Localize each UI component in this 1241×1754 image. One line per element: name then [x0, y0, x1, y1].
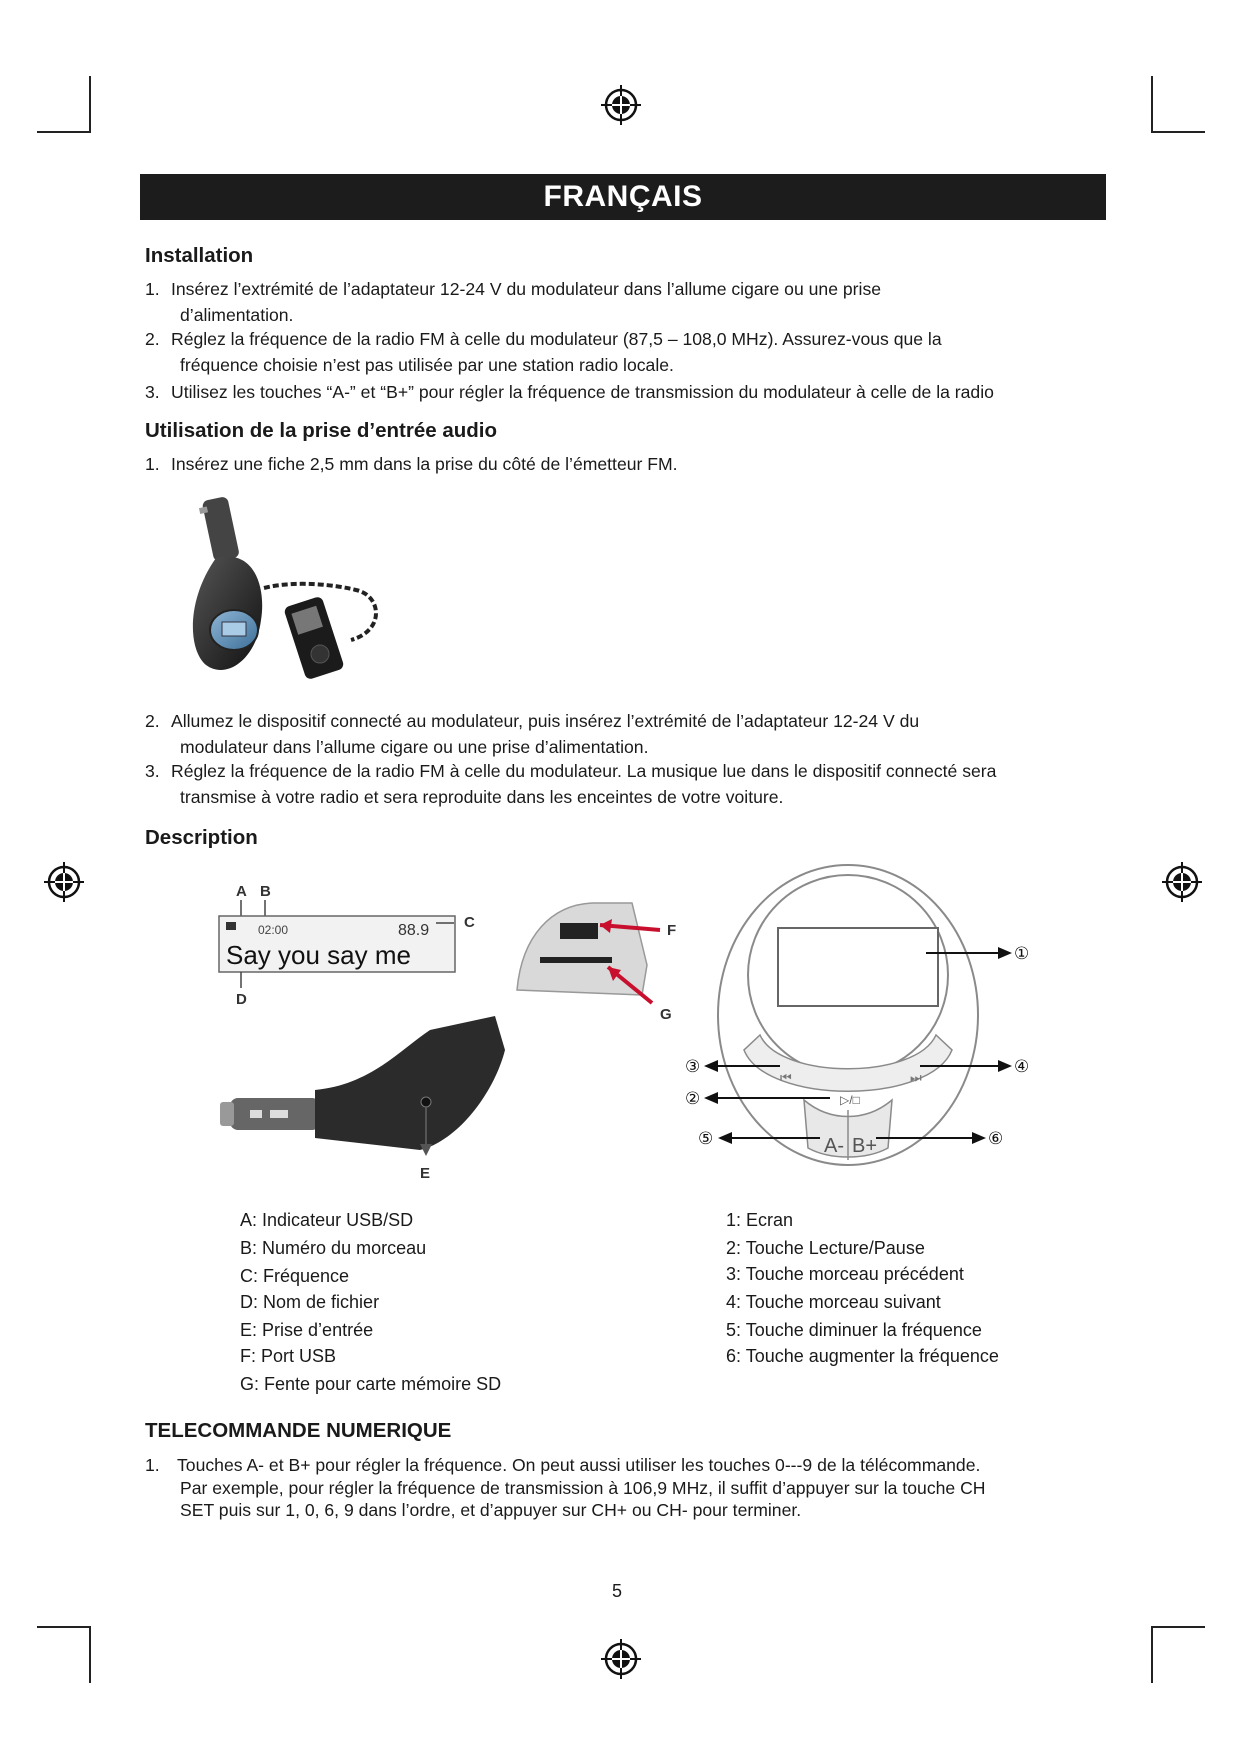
legend-label: Fréquence [263, 1266, 350, 1286]
step-number: 2. [145, 711, 160, 731]
lcd-filename: Say you say me [226, 940, 411, 970]
installation-step-1 [145, 277, 881, 302]
installation-step-3 [145, 380, 994, 405]
audio-step-2-cont: modulateur dans l’allume cigare ou une prise d’alimentation. [180, 737, 649, 757]
legend-label: Touche diminuer la fréquence [745, 1320, 982, 1340]
step-number: 3. [145, 761, 160, 781]
audio-step-1 [145, 452, 678, 477]
lcd-display-diagram [214, 878, 494, 1008]
legend-label: Touche Lecture/Pause [745, 1238, 925, 1258]
usb-sd-port-diagram [512, 895, 692, 1025]
prev-track-icon: ⏮ [780, 1070, 792, 1085]
step-number: 3. [145, 382, 160, 402]
audio-step-3 [145, 759, 996, 784]
legend-label: Touche morceau suivant [745, 1292, 941, 1312]
fm-transmitter-photo [186, 490, 426, 690]
legend-number-6 [726, 1346, 999, 1367]
audio-step-3-cont: transmise à votre radio et sera reproduite dans les enceintes de votre voiture. [180, 787, 784, 807]
step-text: Réglez la fréquence de la radio FM à celle du modulateur (87,5 – 108,0 MHz). Assurez-vous que la [171, 329, 942, 349]
legend-letter-a [240, 1210, 413, 1231]
installation-step-2 [145, 327, 942, 352]
audio-step-2 [145, 709, 919, 734]
legend-number-5 [726, 1320, 982, 1341]
legend-letter-d [240, 1292, 379, 1313]
legend-letter-c [240, 1266, 349, 1287]
lcd-frequency: 88.9 [398, 922, 430, 939]
crop-mark-bottom-left [37, 1626, 91, 1683]
callout-label-2: ② [685, 1089, 701, 1108]
step-text: Touches A- et B+ pour régler la fréquence. On peut aussi utiliser les touches 0---9 de la télécommande. [177, 1455, 981, 1475]
registration-mark-icon [1160, 860, 1204, 904]
callout-label-b: B [260, 883, 271, 900]
callout-label-a: A [236, 883, 247, 900]
legend-label: Port USB [261, 1346, 337, 1366]
transmitter-side-diagram [220, 1010, 520, 1185]
callout-label-c: C [464, 914, 475, 931]
legend-letter-e [240, 1320, 373, 1341]
legend-key: 5: [726, 1320, 742, 1340]
legend-label: Touche augmenter la fréquence [745, 1346, 999, 1366]
legend-number-2 [726, 1238, 925, 1259]
audio-input-heading: Utilisation de la prise d’entrée audio [145, 419, 497, 442]
legend-label: Ecran [746, 1210, 794, 1230]
legend-label: Fente pour carte mémoire SD [264, 1374, 502, 1394]
legend-number-4 [726, 1292, 941, 1313]
legend-key: G: [240, 1374, 260, 1394]
legend-key: A: [240, 1210, 258, 1230]
legend-number-3 [726, 1264, 964, 1285]
registration-mark-icon [599, 1637, 643, 1681]
legend-label: Touche morceau précédent [745, 1264, 964, 1284]
remote-step-1 [145, 1453, 980, 1478]
legend-label: Nom de fichier [263, 1292, 380, 1312]
callout-label-g: G [660, 1006, 672, 1023]
callout-label-d: D [236, 991, 247, 1008]
registration-mark-icon [599, 83, 643, 127]
legend-letter-g [240, 1374, 501, 1395]
step-text: Utilisez les touches “A-” et “B+” pour régler la fréquence de transmission du modulateur à celle de la radio [171, 382, 994, 402]
lcd-track-time: 02:00 [258, 923, 289, 937]
callout-label-5: ⑤ [698, 1129, 714, 1148]
step-number: 1. [145, 454, 160, 474]
legend-label: Prise d’entrée [262, 1320, 374, 1340]
legend-key: B: [240, 1238, 258, 1258]
crop-mark-bottom-right [1151, 1626, 1205, 1683]
next-track-icon: ⏭ [910, 1070, 922, 1085]
legend-key: 4: [726, 1292, 742, 1312]
remote-heading: TELECOMMANDE NUMERIQUE [145, 1419, 452, 1442]
remote-step-1-cont-1: Par exemple, pour régler la fréquence de transmission à 106,9 MHz, il suffit d’appuyer sur la touche CH [180, 1478, 986, 1498]
callout-label-f: F [667, 922, 677, 939]
step-text: Insérez une fiche 2,5 mm dans la prise du côté de l’émetteur FM. [171, 454, 678, 474]
legend-key: 1: [726, 1210, 742, 1230]
play-pause-icon: ▷/□ [840, 1093, 860, 1107]
front-panel-diagram [680, 860, 1040, 1180]
legend-letter-f [240, 1346, 336, 1367]
button-a-minus: A- [824, 1135, 844, 1157]
installation-heading: Installation [145, 244, 254, 267]
installation-step-1-cont: d’alimentation. [180, 305, 294, 325]
legend-key: 6: [726, 1346, 742, 1366]
legend-number-1 [726, 1210, 793, 1231]
description-heading: Description [145, 826, 258, 849]
button-b-plus: B+ [852, 1135, 878, 1157]
callout-label-1: ① [1014, 944, 1030, 963]
legend-letter-b [240, 1238, 426, 1259]
legend-key: E: [240, 1320, 258, 1340]
step-number: 1. [145, 1455, 160, 1475]
page-number: 5 [612, 1581, 623, 1601]
crop-mark-top-left [37, 76, 91, 133]
crop-mark-top-right [1151, 76, 1205, 133]
legend-key: C: [240, 1266, 258, 1286]
legend-key: 3: [726, 1264, 742, 1284]
step-number: 2. [145, 329, 160, 349]
registration-mark-icon [42, 860, 86, 904]
callout-label-6: ⑥ [988, 1129, 1004, 1148]
callout-label-e: E [420, 1165, 431, 1182]
step-text: Réglez la fréquence de la radio FM à celle du modulateur. La musique lue dans le dispositif connecté sera [171, 761, 997, 781]
legend-label: Indicateur USB/SD [262, 1210, 414, 1230]
step-text: Allumez le dispositif connecté au modulateur, puis insérez l’extrémité de l’adaptateur 12-24 V du [171, 711, 920, 731]
step-text: Insérez l’extrémité de l’adaptateur 12-24 V du modulateur dans l’allume cigare ou une prise [171, 279, 882, 299]
callout-label-4: ④ [1014, 1057, 1030, 1076]
legend-key: D: [240, 1292, 258, 1312]
callout-label-3: ③ [685, 1057, 701, 1076]
remote-step-1-cont-2: SET puis sur 1, 0, 6, 9 dans l’ordre, et d’appuyer sur CH+ ou CH- pour terminer. [180, 1500, 802, 1520]
legend-key: 2: [726, 1238, 742, 1258]
legend-key: F: [240, 1346, 256, 1366]
installation-step-2-cont: fréquence choisie n’est pas utilisée par une station radio locale. [180, 355, 674, 375]
language-banner: FRANÇAIS [140, 174, 1106, 220]
legend-label: Numéro du morceau [262, 1238, 427, 1258]
step-number: 1. [145, 279, 160, 299]
